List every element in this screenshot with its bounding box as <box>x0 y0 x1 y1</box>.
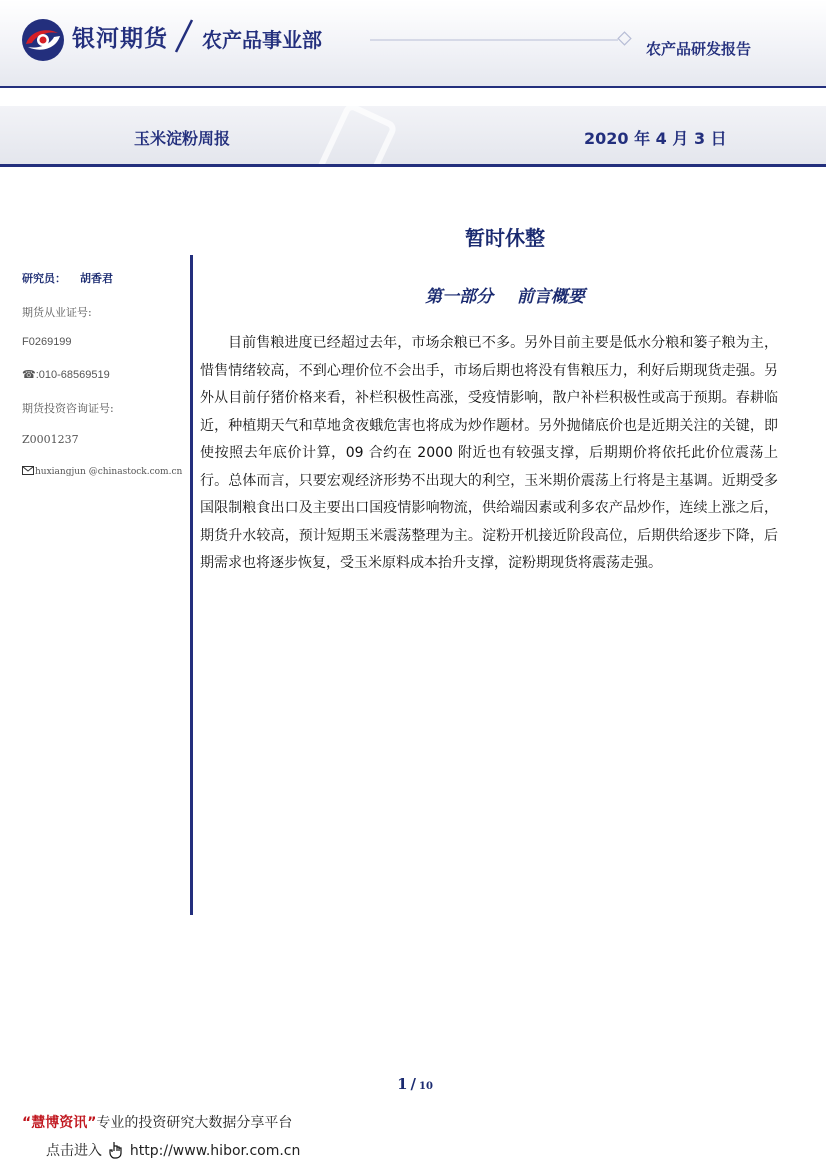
consult-license-number: Z0001237 <box>22 433 79 446</box>
report-date: 2020 年 4 月 3 日 <box>584 129 727 148</box>
license-label: 期货从业证号: <box>22 306 92 319</box>
header-top-band <box>0 0 826 86</box>
analyst-row <box>22 270 113 286</box>
slogan-brand: “慧博资讯” <box>22 1115 97 1131</box>
pointer-hand-icon <box>108 1141 124 1159</box>
footer-slogan <box>22 1112 292 1132</box>
page-current: 1 <box>397 1075 408 1093</box>
background-decoration <box>300 106 440 164</box>
link-label: 点击进入 <box>46 1143 102 1159</box>
header-gap <box>0 88 826 106</box>
email-address[interactable]: huxiangjun @chinastock.com.cn <box>35 467 183 477</box>
header-title-band <box>0 106 826 164</box>
report-type-label: 农产品研发报告 <box>646 40 752 58</box>
header-title-rule <box>0 164 826 167</box>
consult-license-label: 期货投资咨询证号: <box>22 402 114 415</box>
analyst-label: 研究员： <box>22 272 66 285</box>
phone-number: ☎:010-68569519 <box>22 369 110 381</box>
section-heading: 第一部分 前言概要 <box>425 287 585 307</box>
body-paragraph: 目前售粮进度已经超过去年，市场余粮已不多。另外目前主要是低水分粮和篓子粮为主，惜售情绪较高，不到心理价位不会出手，市场后期也将没有售粮压力，利好后期现货走强。另外从目前仔猪价格来看，补栏积极性高涨，受疫情影响，散户补栏积极性或高于预期。春耕临近，种植期天气和草地贪夜蛾危害也将成为炒作题材。另外抛储底价也是近期关注的关键，即使按照去年底价计算，09 合约在 2000 附近也有较强支撑，后期期价将依托此价位震荡上行。总体而言，只要宏观经济形势不出现大的利空，玉米期价震荡上行将是主基调。近期受多国限制粮食出口及主要出口国疫情影响物流，供给端因素或利多农产品炒作，连续上涨之后，期货升水较高，预计短期玉米震荡整理为主。淀粉开机接近阶段高位，后期供给逐步下降，后期需求也将逐步恢复，受玉米原料成本抬升支撑，淀粉期现货将震荡走强。 <box>200 335 778 571</box>
page-total: 10 <box>419 1081 433 1092</box>
report-name: 玉米淀粉周报 <box>134 129 231 148</box>
brand-name: 银河期货 <box>72 26 168 52</box>
email-row <box>22 466 182 477</box>
page-number <box>330 1074 500 1093</box>
hibor-link[interactable]: http://www.hibor.com.cn <box>129 1143 301 1159</box>
analyst-name: 胡香君 <box>80 272 113 285</box>
footer-link-row <box>46 1140 300 1160</box>
sidebar-divider <box>190 255 193 915</box>
mail-icon <box>22 466 34 475</box>
page-separator: / <box>410 1075 416 1093</box>
license-number: F0269199 <box>22 336 72 348</box>
decorative-line <box>370 30 640 50</box>
slash-divider-icon <box>170 16 198 56</box>
article-title: 暂时休整 <box>465 226 545 250</box>
slogan-text: 专业的投资研究大数据分享平台 <box>96 1115 293 1131</box>
department-name: 农产品事业部 <box>202 28 322 52</box>
galaxy-logo-icon <box>20 17 66 63</box>
